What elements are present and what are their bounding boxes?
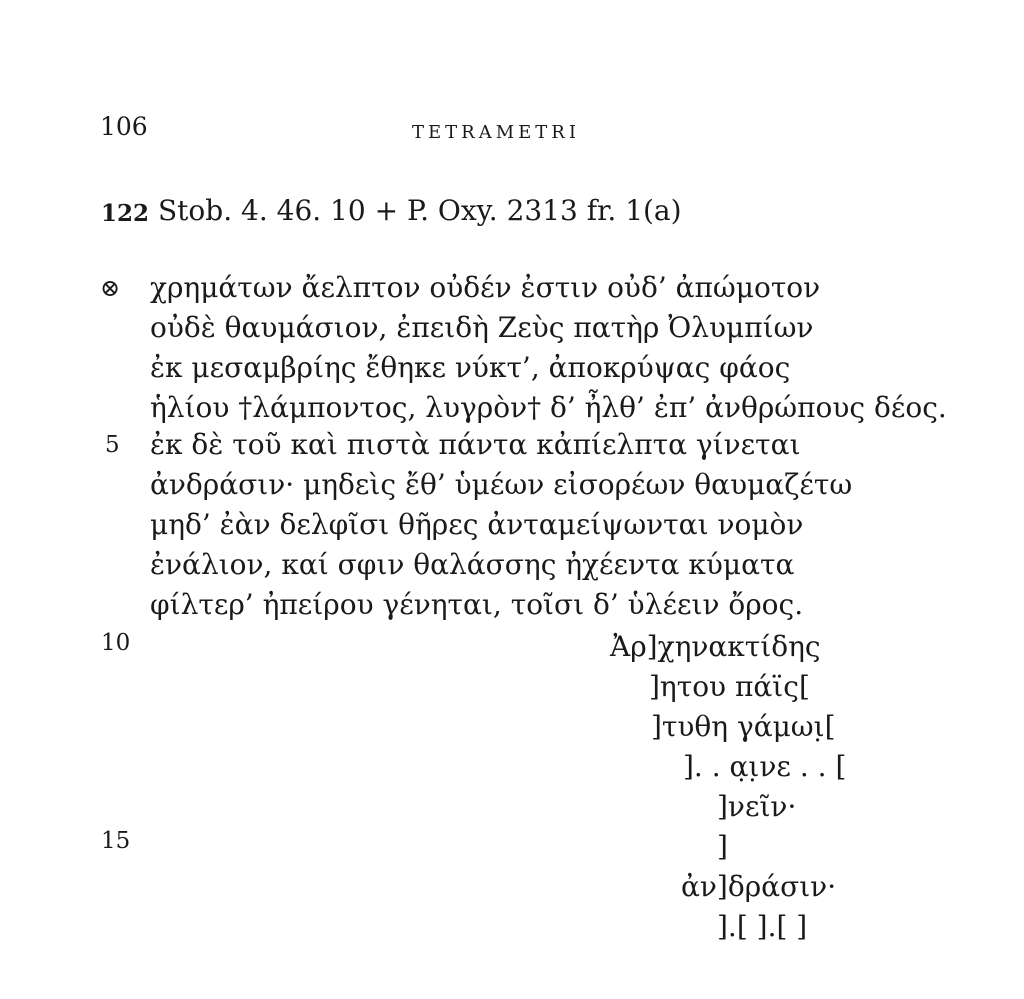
verse-line: οὐδὲ θαυμάσιον, ἐπειδὴ Ζεὺς πατὴρ Ὀλυμπίων — [150, 311, 814, 344]
papyrus-line: ]. . α̣ι̣νε . . [ — [683, 750, 847, 783]
line-number: 15 — [101, 828, 131, 854]
verse-line: ἐκ δὲ τοῦ καὶ πιστὰ πάντα κἀπίελπτα γίνεται — [150, 428, 801, 461]
verse-line: μηδ’ ἐὰν δελφῖσι θῆρες ἀνταμείψωνται νομὸν — [150, 508, 804, 541]
verse-line: φίλτερ’ ἠπείρου γένηται, τοῖσι δ’ ὑλέειν ὄρος. — [150, 588, 804, 621]
papyrus-line: Ἀρ]χηνακτίδης — [610, 630, 821, 663]
line-number: 10 — [101, 630, 131, 656]
papyrus-line: ]νεῖν· — [717, 790, 797, 823]
crossed-circle-icon: ⊗ — [100, 274, 121, 302]
papyrus-line: ἀν]δράσιν· — [681, 870, 837, 903]
running-title: TETRAMETRI — [412, 122, 580, 143]
papyrus-line: ] — [717, 830, 728, 863]
verse-line: ἐνάλιον, καί σφιν θαλάσσης ἠχέεντα κύματα — [150, 548, 795, 581]
verse-line: χρημάτων ἄελπτον οὐδέν ἐστιν οὐδ’ ἀπώμοτον — [150, 271, 821, 304]
verse-line: ἐκ μεσαμβρίης ἔθηκε νύκτ’, ἀποκρύψας φάος — [150, 351, 791, 384]
papyrus-line: ].[ ].[ ] — [717, 910, 808, 943]
fragment-source: Stob. 4. 46. 10 + P. Oxy. 2313 fr. 1(a) — [158, 194, 682, 227]
papyrus-line: ]τυθη γάμωι̣[ — [651, 710, 836, 743]
page-number: 106 — [100, 112, 148, 141]
papyrus-line: ]ητου πάϊς[ — [649, 670, 810, 703]
verse-line: ἀνδράσιν· μηδεὶς ἔθ’ ὑμέων εἰσορέων θαυμαζέτω — [150, 468, 853, 501]
verse-line: ἡλίου †λάμποντος, λυγρὸν† δ’ ἦλθ’ ἐπ’ ἀνθρώπους δέος. — [150, 391, 947, 424]
line-number: 5 — [105, 432, 120, 458]
fragment-number: 122 — [101, 200, 150, 227]
